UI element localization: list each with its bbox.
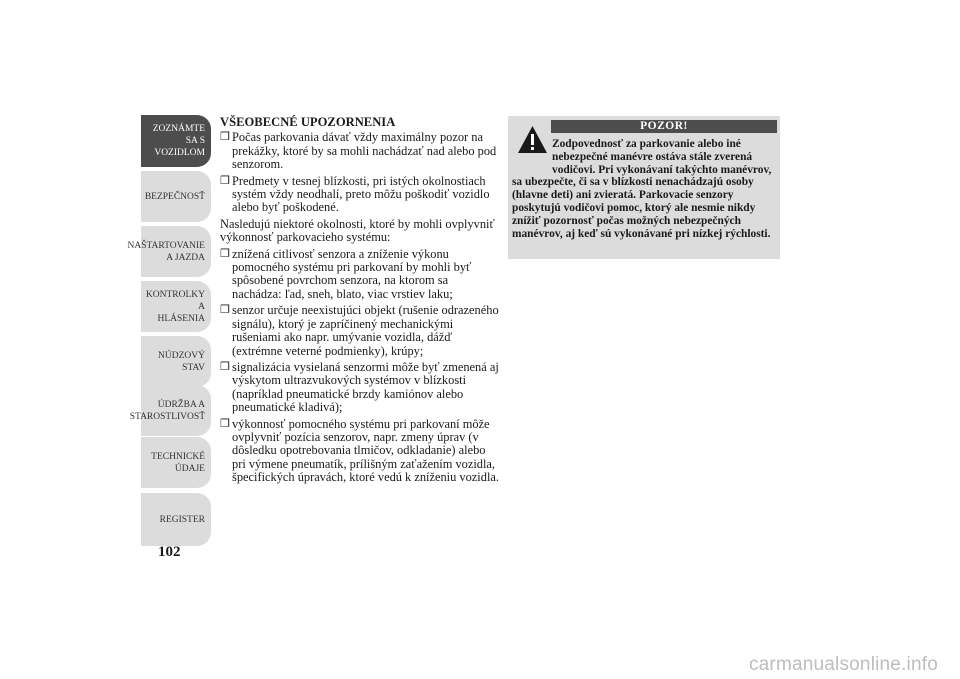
tab-technicke-udaje[interactable]: TECHNICKÉ ÚDAJE xyxy=(141,437,211,488)
warning-text: Zodpovednosť za parkovanie alebo iné nebezpečné manévre ostáva stále zverená vodičovi. Pri vykonávaní takýchto manévrov, sa ubezpečte, či sa v blízkosti nenachádzajú osoby (hlavne deti) ani zvieratá. Parkovacie senzory poskytujú vodičovi pomoc, ktorý ale nesmie nikdy znížiť pozornosť počas možných nebezpečných manévrov, aj keď sú vykonávané pri nízkej rýchlosti. xyxy=(512,138,772,240)
watermark: carmanualsonline.info xyxy=(748,654,938,675)
tab-register[interactable]: REGISTER xyxy=(141,493,211,546)
tab-nudzovy-stav[interactable]: NÚDZOVÝ STAV xyxy=(141,336,211,387)
warning-box xyxy=(508,116,780,259)
list-item: ❒ Predmety v tesnej blízkosti, pri istých okolnostiach systém vždy neodhalí, preto môžu poškodiť vozidlo alebo byť poškodené. xyxy=(220,173,490,215)
tab-bezpecnost[interactable]: BEZPEČNOSŤ xyxy=(141,171,211,222)
list-item: ❒ Počas parkovania dávať vždy maximálny pozor na prekážky, ktoré by sa mohli nachádzať nad alebo pod senzorom. xyxy=(220,130,497,172)
list-item: ❒ signalizácia vysielaná senzormi môže byť zmenená aj výskytom ultrazvukových systémov v blízkosti (napríklad pneumatické brzdy kamiónov alebo pneumatické kladivá); xyxy=(220,359,499,415)
tab-zoznamte-sa-s-vozidlom[interactable]: ZOZNÁMTE SA S VOZIDLOM xyxy=(141,115,211,167)
checkbox-bullet-icon: ❒ xyxy=(220,304,230,317)
checkbox-bullet-icon: ❒ xyxy=(220,360,230,373)
checkbox-bullet-icon: ❒ xyxy=(220,417,230,430)
page-number: 102 xyxy=(158,544,181,560)
general-warnings-section xyxy=(220,116,500,488)
checkbox-bullet-icon: ❒ xyxy=(220,131,230,144)
checkbox-bullet-icon: ❒ xyxy=(220,174,230,187)
tab-udrzba-a-starostlivost[interactable]: ÚDRŽBA A STAROSTLIVOSŤ xyxy=(141,385,211,436)
intro-paragraph: Nasledujú niektoré okolnosti, ktoré by mohli ovplyvniť výkonnosť parkovacieho systému: xyxy=(220,216,495,245)
list-item: ❒ senzor určuje neexistujúci objekt (rušenie odrazeného signálu), ktorý je zapríčinený mechanickými rušeniami ako napr. umývanie vozidla, dážď (extrémne veterné podmienky), krúpy; xyxy=(220,303,499,358)
section-heading: VŠEOBECNÉ UPOZORNENIA xyxy=(220,115,396,129)
list-item: ❒ znížená citlivosť senzora a zníženie výkonu pomocného systému pri parkovaní by mohli byť spôsobené povrchom senzora, na ktorom sa nachádza: ľad, sneh, blato, viac vrstiev laku; xyxy=(220,246,472,301)
warning-title: POZOR! xyxy=(551,120,777,133)
checkbox-bullet-icon: ❒ xyxy=(220,247,230,260)
tab-nastartovanie-a-jazda[interactable]: NAŠTARTOVANIE A JAZDA xyxy=(141,226,211,277)
tab-kontrolky-a-hlasenia[interactable]: KONTROLKY A HLÁSENIA xyxy=(141,281,211,332)
list-item: ❒ výkonnosť pomocného systému pri parkovaní môže ovplyvniť pozícia senzorov, napr. zmeny úprav (v dôsledku opotrebovania tlmičov, odkladanie) alebo pri výmene pneumatík, prílišným zaťažením vozidla, špecifických úpravách, ktoré vedú k zníženiu vozidla. xyxy=(220,416,499,485)
